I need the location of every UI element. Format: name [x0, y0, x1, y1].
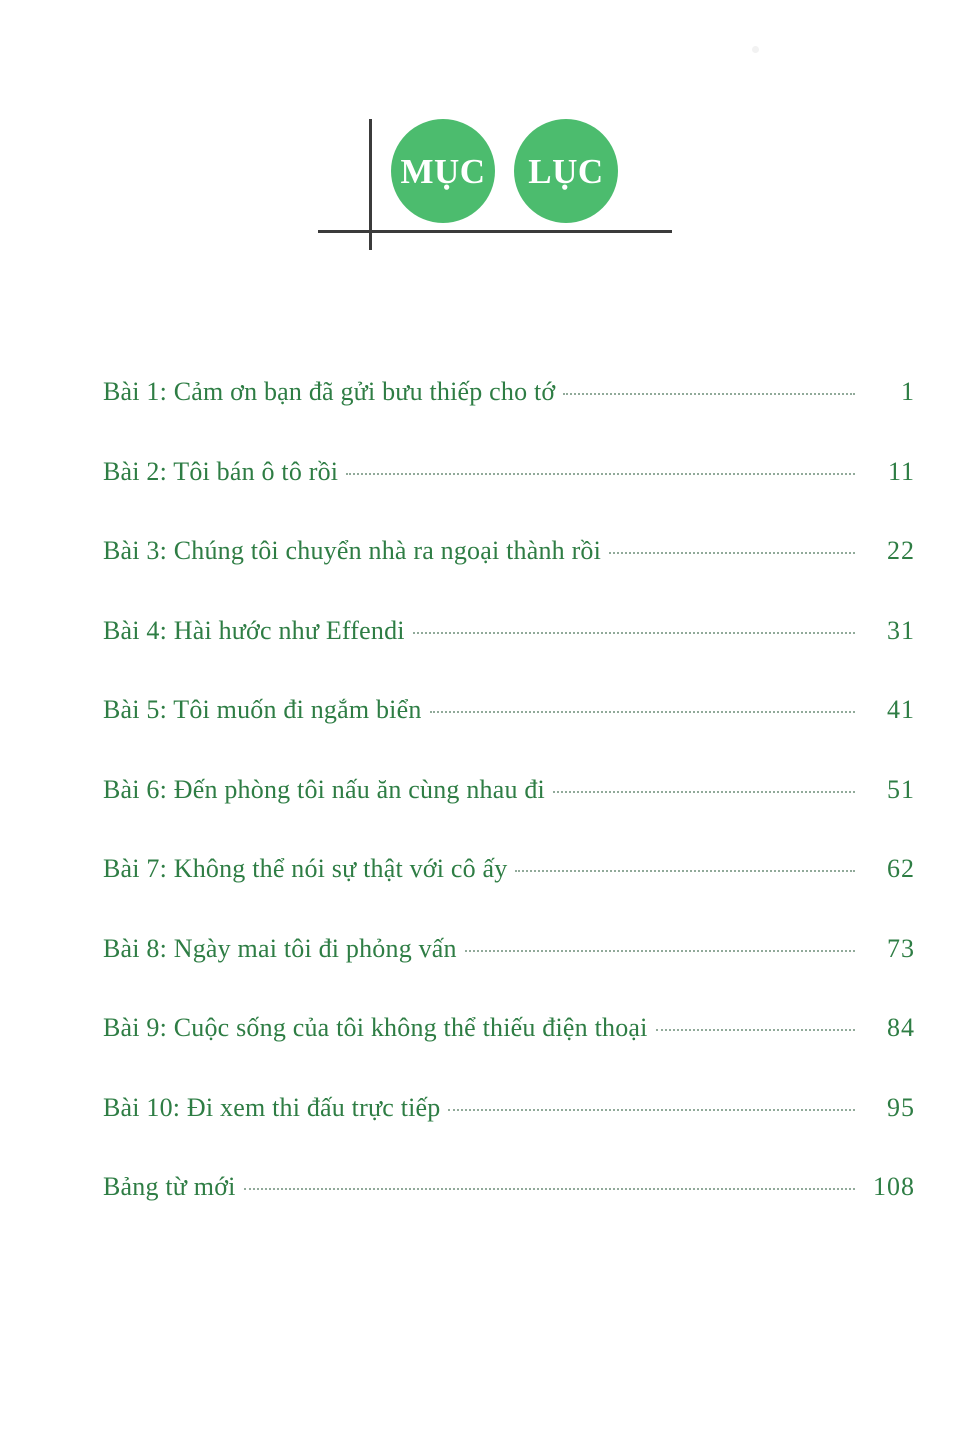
toc-entry-page-number: 41: [887, 695, 915, 724]
masthead-horizontal-rule: [318, 230, 672, 233]
toc-entry-page-number: 31: [887, 615, 915, 645]
toc-entry-title: Bảng từ mới: [103, 1172, 236, 1201]
toc-entry[interactable]: [103, 617, 915, 697]
toc-entry-title: Bài 2: Tôi bán ô tô rồi: [103, 456, 339, 486]
toc-dot-leader: [609, 551, 855, 554]
toc-entry-title: Bài 9: Cuộc sống của tôi không thể thiếu điện thoại: [103, 1013, 648, 1042]
toc-entry-page-number: 22: [887, 536, 915, 565]
toc-entry-title: Bài 10: Đi xem thi đấu trực tiếp: [103, 1092, 441, 1122]
toc-entry-page-number: 84: [887, 1013, 915, 1042]
toc-dot-leader: [413, 631, 855, 634]
toc-entry[interactable]: [103, 1173, 915, 1253]
toc-entry[interactable]: [103, 458, 915, 538]
toc-entry[interactable]: [103, 537, 915, 617]
toc-entry-title: Bài 1: Cảm ơn bạn đã gửi bưu thiếp cho tớ: [103, 377, 556, 406]
title-word-muc: MỤC: [400, 151, 486, 191]
toc-entry[interactable]: [103, 1094, 915, 1174]
toc-dot-leader: [656, 1028, 855, 1031]
toc-dot-leader: [244, 1187, 855, 1190]
toc-entry-title: Bài 6: Đến phòng tôi nấu ăn cùng nhau đi: [103, 774, 545, 804]
toc-entry-title: Bài 4: Hài hước như Effendi: [103, 615, 405, 645]
toc-entry-page-number: 11: [887, 456, 915, 486]
toc-dot-leader: [346, 472, 855, 475]
title-circle-luc: [514, 119, 618, 223]
toc-dot-leader: [465, 949, 855, 952]
toc-entry-page-number: 108: [873, 1172, 915, 1201]
toc-entry[interactable]: [103, 776, 915, 856]
toc-dot-leader: [448, 1108, 855, 1111]
toc-entry-page-number: 73: [887, 933, 915, 963]
toc-entry[interactable]: [103, 1014, 915, 1094]
title-circle-muc: [391, 119, 495, 223]
toc-entry-title: Bài 8: Ngày mai tôi đi phỏng vấn: [103, 933, 457, 963]
masthead: [0, 0, 960, 300]
toc-entry-page-number: 62: [887, 854, 915, 883]
title-word-luc: LỤC: [528, 151, 604, 191]
toc-dot-leader: [563, 392, 855, 395]
toc-entry[interactable]: [103, 935, 915, 1015]
toc-entry-page-number: 51: [887, 774, 915, 804]
toc-entry[interactable]: [103, 378, 915, 458]
toc-dot-leader: [553, 790, 855, 793]
toc-entry-title: Bài 3: Chúng tôi chuyển nhà ra ngoại thành rồi: [103, 536, 602, 565]
table-of-contents: [103, 378, 915, 1253]
toc-dot-leader: [515, 869, 855, 872]
toc-entry-page-number: 1: [901, 377, 915, 406]
toc-entry-title: Bài 5: Tôi muốn đi ngắm biển: [103, 695, 422, 724]
toc-entry-title: Bài 7: Không thể nói sự thật với cô ấy: [103, 854, 508, 883]
toc-entry-page-number: 95: [887, 1092, 915, 1122]
toc-dot-leader: [430, 710, 855, 713]
toc-entry[interactable]: [103, 855, 915, 935]
toc-entry[interactable]: [103, 696, 915, 776]
